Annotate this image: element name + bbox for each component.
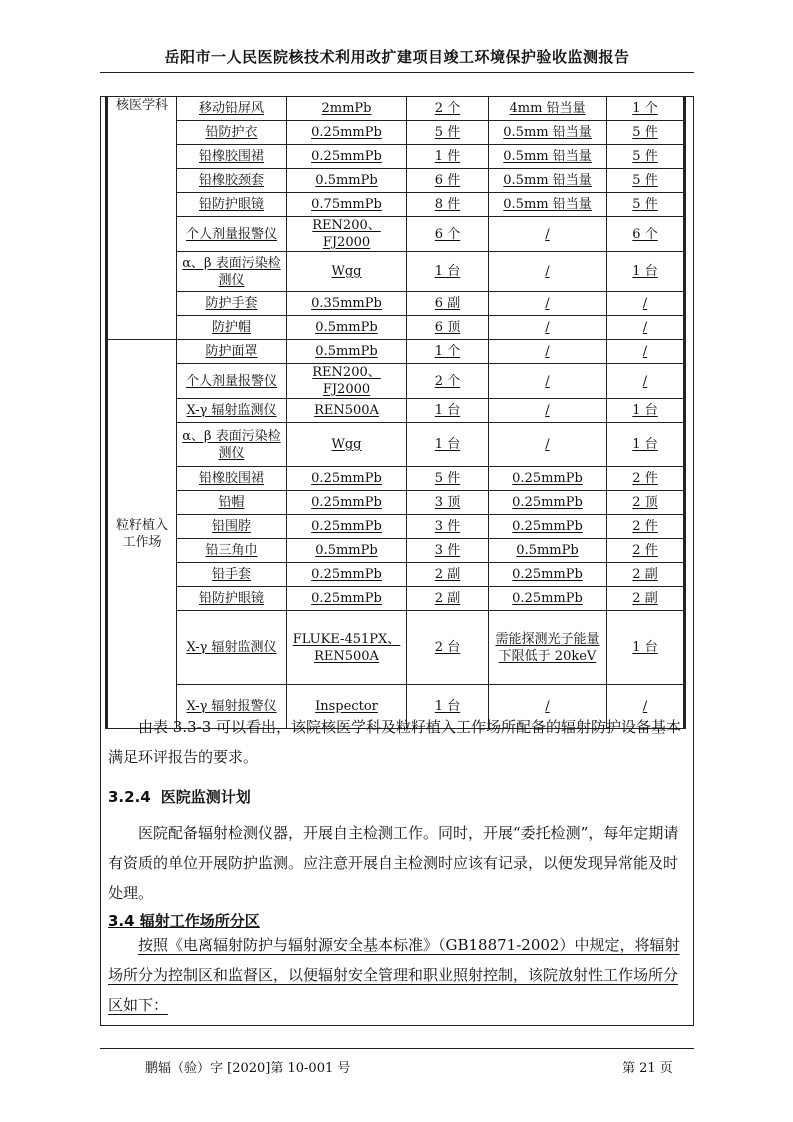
table-row <box>107 292 685 316</box>
table-cell-qty: 6 件 <box>407 169 489 193</box>
table-cell-name: X-γ 辐射报警仪 <box>177 685 287 729</box>
table-cell-name: 个人剂量报警仪 <box>177 364 287 399</box>
page-header-title: 岳阳市一人民医院核技术利用改扩建项目竣工环境保护验收监测报告 <box>164 48 630 66</box>
table-cell-name: 铅帽 <box>177 491 287 515</box>
table-row <box>107 611 685 685</box>
table-cell-spec: Wgg <box>287 423 407 467</box>
table-cell-required-qty: 5 件 <box>607 169 685 193</box>
table-cell-name: 铅防护眼镜 <box>177 193 287 217</box>
table-cell-spec: 0.5mmPb <box>287 340 407 364</box>
paragraph-zoning: 按照《电离辐射防护与辐射源安全基本标准》（GB18871-2002）中规定，将辐射场所分为控制区和监督区，以便辐射安全管理和职业照射控制，该院放射性工作场所分区如下： <box>108 936 680 1014</box>
table-cell-required-qty: 1 台 <box>607 423 685 467</box>
table-cell-qty: 8 件 <box>407 193 489 217</box>
table-cell-qty: 6 顶 <box>407 316 489 340</box>
table-cell-requirement: 0.25mmPb <box>489 587 607 611</box>
footer-page-number: 第 21 页 <box>622 1061 673 1076</box>
table-row <box>107 252 685 292</box>
table-row <box>107 316 685 340</box>
table-row <box>107 193 685 217</box>
table-cell-name: X-γ 辐射监测仪 <box>177 399 287 423</box>
table-cell-qty: 5 件 <box>407 121 489 145</box>
table-cell-required-qty: / <box>607 685 685 729</box>
table-cell-requirement: / <box>489 340 607 364</box>
table-cell-name: 铅三角巾 <box>177 539 287 563</box>
table-cell-qty: 3 件 <box>407 539 489 563</box>
table-cell-spec: 0.25mmPb <box>287 145 407 169</box>
table-row <box>107 423 685 467</box>
table-cell-group: 核医学科 <box>107 97 177 340</box>
table-cell-requirement: / <box>489 292 607 316</box>
table-cell-name: α、β 表面污染检测仪 <box>177 252 287 292</box>
table-cell-spec: 2mmPb <box>287 97 407 121</box>
table-cell-qty: 2 个 <box>407 364 489 399</box>
table-cell-spec: 0.25mmPb <box>287 467 407 491</box>
table-cell-name: 铅防护衣 <box>177 121 287 145</box>
footer-divider <box>100 1048 694 1049</box>
table-cell-requirement: 0.25mmPb <box>489 467 607 491</box>
section-heading-3-4: 3.4 辐射工作场所分区 <box>108 912 260 930</box>
table-cell-qty: 1 台 <box>407 399 489 423</box>
table-cell-spec: REN200、FJ2000 <box>287 217 407 252</box>
table-cell-required-qty: 1 台 <box>607 399 685 423</box>
table-cell-name: 铅橡胶围裙 <box>177 145 287 169</box>
table-cell-qty: 1 台 <box>407 423 489 467</box>
table-row <box>107 587 685 611</box>
table-row <box>107 121 685 145</box>
table-cell-requirement: 0.25mmPb <box>489 515 607 539</box>
table-cell-required-qty: 2 件 <box>607 539 685 563</box>
equipment-table-body <box>107 97 685 729</box>
table-cell-spec: 0.5mmPb <box>287 316 407 340</box>
table-cell-name: 移动铅屏风 <box>177 97 287 121</box>
table-cell-qty: 2 台 <box>407 611 489 685</box>
table-row <box>107 97 685 121</box>
table-cell-qty: 5 件 <box>407 467 489 491</box>
table-cell-required-qty: / <box>607 340 685 364</box>
table-row <box>107 491 685 515</box>
table-cell-spec: 0.5mmPb <box>287 539 407 563</box>
table-cell-requirement: / <box>489 364 607 399</box>
table-cell-requirement: / <box>489 685 607 729</box>
header-divider <box>100 72 694 73</box>
table-cell-qty: 6 个 <box>407 217 489 252</box>
table-cell-requirement: 0.5mm 铅当量 <box>489 145 607 169</box>
table-cell-name: 防护面罩 <box>177 340 287 364</box>
table-cell-spec: 0.25mmPb <box>287 515 407 539</box>
table-row <box>107 169 685 193</box>
table-cell-spec: REN200、FJ2000 <box>287 364 407 399</box>
table-cell-qty: 3 顶 <box>407 491 489 515</box>
table-cell-requirement: / <box>489 316 607 340</box>
table-cell-required-qty: 2 副 <box>607 587 685 611</box>
table-cell-qty: 2 副 <box>407 563 489 587</box>
table-row <box>107 145 685 169</box>
table-cell-group: 粒籽植入工作场 <box>107 340 177 729</box>
table-cell-spec: 0.25mmPb <box>287 563 407 587</box>
table-cell-name: 防护帽 <box>177 316 287 340</box>
table-cell-qty: 2 个 <box>407 97 489 121</box>
table-cell-qty: 1 台 <box>407 685 489 729</box>
table-cell-name: 铅手套 <box>177 563 287 587</box>
table-row <box>107 399 685 423</box>
paragraph-monitoring-plan: 医院配备辐射检测仪器，开展自主检测工作。同时，开展“委托检测”，每年定期请有资质的单位开展防护监测。应注意开展自主检测时应该有记录，以便发现异常能及时处理。 <box>108 824 679 902</box>
table-cell-name: 铅橡胶围裙 <box>177 467 287 491</box>
table-cell-requirement: 0.25mmPb <box>489 563 607 587</box>
table-cell-required-qty: 2 副 <box>607 563 685 587</box>
table-cell-requirement: 0.5mm 铅当量 <box>489 193 607 217</box>
table-cell-requirement: 0.5mm 铅当量 <box>489 121 607 145</box>
table-row <box>107 467 685 491</box>
table-cell-spec: FLUKE-451PX、REN500A <box>287 611 407 685</box>
table-cell-qty: 6 副 <box>407 292 489 316</box>
table-cell-requirement: / <box>489 423 607 467</box>
table-row <box>107 217 685 252</box>
table-cell-requirement: 0.5mm 铅当量 <box>489 169 607 193</box>
table-cell-required-qty: 5 件 <box>607 145 685 169</box>
section-heading-3-2-4 <box>108 786 261 807</box>
table-cell-required-qty: 5 件 <box>607 121 685 145</box>
table-cell-name: 铅橡胶颈套 <box>177 169 287 193</box>
table-cell-required-qty: 1 个 <box>607 97 685 121</box>
table-cell-required-qty: 1 台 <box>607 611 685 685</box>
table-cell-name: 个人剂量报警仪 <box>177 217 287 252</box>
table-cell-requirement: 4mm 铅当量 <box>489 97 607 121</box>
table-row <box>107 340 685 364</box>
section-title: 医院监测计划 <box>160 788 251 806</box>
table-cell-required-qty: / <box>607 364 685 399</box>
footer-report-number: 鹏辐（验）字 [2020]第 10-001 号 <box>145 1061 351 1076</box>
table-cell-qty: 1 个 <box>407 340 489 364</box>
table-cell-requirement: 0.25mmPb <box>489 491 607 515</box>
table-cell-name: 铅围脖 <box>177 515 287 539</box>
table-cell-required-qty: 6 个 <box>607 217 685 252</box>
table-cell-qty: 1 台 <box>407 252 489 292</box>
table-row <box>107 563 685 587</box>
table-cell-required-qty: 2 件 <box>607 515 685 539</box>
table-cell-name: 铅防护眼镜 <box>177 587 287 611</box>
table-row <box>107 364 685 399</box>
table-cell-name: α、β 表面污染检测仪 <box>177 423 287 467</box>
table-cell-required-qty: 2 件 <box>607 467 685 491</box>
paragraph-table-conclusion: 由表 3.3-3 可以看出，该院核医学科及粒籽植入工作场所配备的辐射防护设备基本满足环评报告的要求。 <box>108 718 682 766</box>
table-cell-required-qty: 2 顶 <box>607 491 685 515</box>
table-cell-name: X-γ 辐射监测仪 <box>177 611 287 685</box>
table-cell-spec: Inspector <box>287 685 407 729</box>
table-cell-requirement: / <box>489 252 607 292</box>
table-cell-requirement: 0.5mmPb <box>489 539 607 563</box>
table-cell-spec: 0.35mmPb <box>287 292 407 316</box>
table-cell-requirement: 需能探测光子能量下限低于 20keV <box>489 611 607 685</box>
table-cell-spec: Wgg <box>287 252 407 292</box>
table-cell-qty: 1 件 <box>407 145 489 169</box>
table-cell-spec: 0.5mmPb <box>287 169 407 193</box>
table-cell-required-qty: / <box>607 292 685 316</box>
table-cell-required-qty: / <box>607 316 685 340</box>
table-cell-spec: 0.25mmPb <box>287 587 407 611</box>
table-row <box>107 515 685 539</box>
table-cell-spec: 0.25mmPb <box>287 491 407 515</box>
table-cell-requirement: / <box>489 217 607 252</box>
table-cell-spec: 0.25mmPb <box>287 121 407 145</box>
table-cell-name: 防护手套 <box>177 292 287 316</box>
table-cell-required-qty: 5 件 <box>607 193 685 217</box>
table-cell-required-qty: 1 台 <box>607 252 685 292</box>
table-cell-spec: 0.75mmPb <box>287 193 407 217</box>
table-row <box>107 539 685 563</box>
table-cell-spec: REN500A <box>287 399 407 423</box>
table-cell-requirement: / <box>489 399 607 423</box>
table-cell-qty: 2 副 <box>407 587 489 611</box>
table-cell-qty: 3 件 <box>407 515 489 539</box>
equipment-table <box>105 96 686 729</box>
section-number: 3.2.4 <box>108 788 151 806</box>
